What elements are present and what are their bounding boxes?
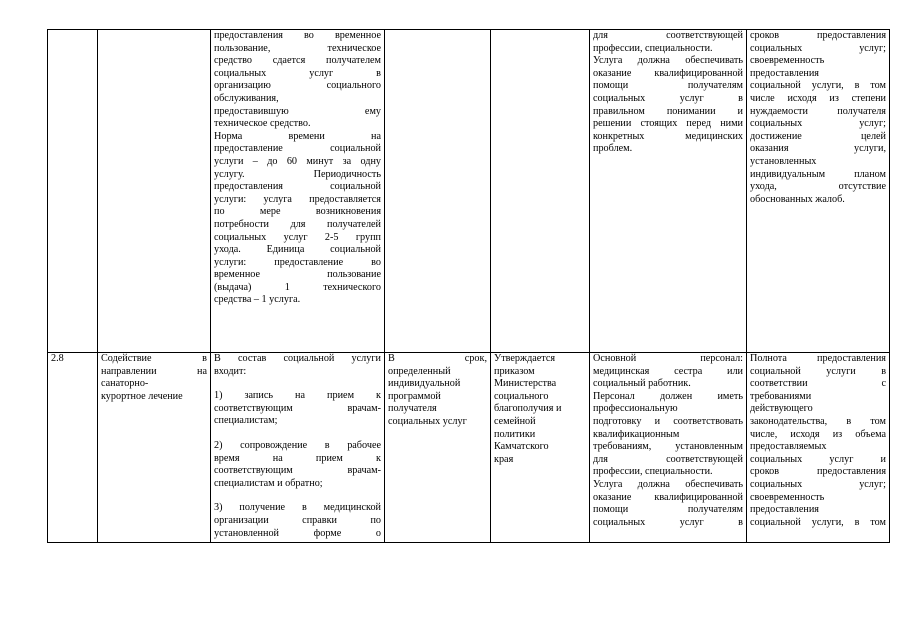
cell-cost — [491, 353, 590, 543]
table-row-continuation — [48, 30, 890, 353]
text-line: Содействие в — [101, 353, 207, 364]
text-line: 2) сопровождение в рабочее — [214, 439, 381, 451]
text-line: обслуживания, — [214, 92, 279, 104]
text-line: конкретных медицинских — [593, 130, 743, 142]
text-line: потребности для получателей — [214, 218, 381, 230]
text-line: социальных услуг; — [750, 478, 886, 490]
text-line: требованиям, установленным — [593, 441, 743, 453]
text-line: социальной услуги, в том — [750, 516, 886, 528]
text-line: своевременность — [750, 55, 825, 67]
text-line: благополучия и — [494, 403, 562, 415]
content-paragraph-4 — [214, 502, 381, 540]
content-paragraph-2 — [214, 390, 381, 428]
text-line: сроков предоставления — [750, 466, 886, 478]
text-line: Полнота предоставления — [750, 353, 886, 364]
text-line: предоставления социальной — [214, 181, 381, 193]
text-line: по мере возникновения — [214, 206, 381, 218]
text-line: предоставляемых — [750, 441, 827, 453]
text-line: временное пользование — [214, 269, 381, 281]
text-line: специалистам; — [214, 415, 278, 427]
text-line: социальных услуг; — [750, 118, 886, 130]
text-line: пользование, техническое — [214, 42, 381, 54]
text-line: социальных услуг в — [593, 92, 743, 104]
text-line: профессии, специальности. — [593, 466, 713, 478]
text-line: действующего — [750, 403, 813, 415]
text-line: решении стоящих перед ними — [593, 118, 743, 130]
text-line: программой — [388, 390, 441, 402]
text-line: социального — [494, 390, 549, 402]
text-line: социальных услуг; — [750, 42, 886, 54]
text-line: Утверждается — [494, 353, 556, 364]
text-line: оказание квалифицированной — [593, 491, 743, 503]
text-line: услугу. Периодичность — [214, 168, 381, 180]
cell-conditions — [590, 30, 747, 353]
text-line: социальной услуги, в том — [750, 80, 886, 92]
text-line: профессии, специальности. — [593, 42, 713, 54]
text-line: требованиями — [750, 390, 812, 402]
text-line: индивидуальным планом — [750, 168, 886, 180]
text-line: семейной — [494, 415, 536, 427]
cell-number — [48, 353, 98, 543]
text-line: медицинская сестра или — [593, 365, 743, 377]
text-line: направлении на — [101, 365, 207, 377]
text-line: соответствующим врачам- — [214, 465, 381, 477]
text-line: В состав социальной услуги — [214, 353, 381, 364]
text-line: для соответствующей — [593, 453, 743, 465]
text-line: предоставление социальной — [214, 143, 381, 155]
text-line: социальных услуг — [388, 415, 467, 427]
text-line: политики — [494, 428, 536, 440]
text-line: социальный работник. — [593, 378, 691, 390]
text-line: социальных услуг в — [593, 516, 743, 528]
text-line: социальных услуг 2-5 групп — [214, 231, 381, 243]
text-line: для соответствующей — [593, 30, 743, 41]
text-line: оказания услуги, — [750, 143, 886, 155]
cell-quality-indicators — [747, 30, 890, 353]
text-line: профессиональную — [593, 403, 678, 415]
cell-cost — [491, 30, 590, 353]
text-line: приказом — [494, 365, 535, 377]
text-line: нуждаемости получателя — [750, 105, 886, 117]
text-line: Персонал должен иметь — [593, 390, 743, 402]
text-line: обоснованных жалоб. — [750, 193, 845, 205]
text-line: установленной форме о — [214, 527, 381, 539]
text-line: Норма времени на — [214, 130, 381, 142]
text-line: предоставившую ему — [214, 105, 381, 117]
cell-service-content — [211, 30, 385, 353]
text-line: 1) запись на прием к — [214, 390, 381, 402]
text-line: установленных — [750, 155, 817, 167]
text-line: организации справки по — [214, 514, 381, 526]
text-line: средство сдается получателем — [214, 55, 381, 67]
content-paragraph-1 — [214, 353, 381, 378]
text-line: санаторно- — [101, 378, 149, 390]
text-line: помощи получателям — [593, 80, 743, 92]
text-line: Основной персонал: — [593, 353, 743, 364]
text-line: входит: — [214, 365, 247, 377]
text-line: подготовку и соответствовать — [593, 415, 743, 427]
text-line: организацию социального — [214, 80, 381, 92]
text-line: время на прием к — [214, 452, 381, 464]
cell-service-name — [98, 30, 211, 353]
text-line: предоставления — [750, 504, 819, 516]
text-line: социальных услуг в — [214, 67, 381, 79]
text-line: края — [494, 453, 514, 465]
text-line: соответствии с — [750, 378, 886, 390]
text-line: предоставления во временное — [214, 30, 381, 41]
text-line: услуги: предоставление во — [214, 256, 381, 268]
text-line: специалистам и обратно; — [214, 477, 323, 489]
text-line: правильном понимании и — [593, 105, 743, 117]
table-row-2-8 — [48, 353, 890, 543]
cell-term — [385, 353, 491, 543]
text-line: предоставления — [750, 67, 819, 79]
text-line: (выдача) 1 технического — [214, 281, 381, 293]
content-paragraph-3 — [214, 440, 381, 490]
text-line: числе, исходя из объема — [750, 428, 886, 440]
cell-conditions — [590, 353, 747, 543]
text-line: своевременность — [750, 491, 825, 503]
cell-service-content — [211, 353, 385, 543]
cell-quality-indicators — [747, 353, 890, 543]
text-line: оказание квалифицированной — [593, 67, 743, 79]
text-line: достижение целей — [750, 130, 886, 142]
text-line: соответствующим врачам- — [214, 402, 381, 414]
text-line: помощи получателям — [593, 504, 743, 516]
text-line: Услуга должна обеспечивать — [593, 55, 743, 67]
cell-service-name — [98, 353, 211, 543]
text-line: В срок, — [388, 353, 487, 364]
text-line: сроков предоставления — [750, 30, 886, 41]
text-line: курортное лечение — [101, 390, 183, 402]
text-line: квалификационным — [593, 428, 680, 440]
text-line: Услуга должна обеспечивать — [593, 478, 743, 490]
text-line: ухода, отсутствие — [750, 181, 886, 193]
text-line: социальных услуг и — [750, 453, 886, 465]
text-line: ухода. Единица социальной — [214, 244, 381, 256]
cell-number — [48, 30, 98, 353]
text-line: определенный — [388, 365, 451, 377]
text-line: 3) получение в медицинской — [214, 502, 381, 514]
text-line: техническое средство. — [214, 118, 311, 130]
row-number: 2.8 — [51, 353, 64, 364]
text-line: услуги: услуга предоставляется — [214, 193, 381, 205]
text-line: Камчатского — [494, 441, 549, 453]
services-table — [47, 29, 890, 543]
cell-term — [385, 30, 491, 353]
text-line: услуги – до 60 минут за одну — [214, 155, 381, 167]
text-line: законодательства, в том — [750, 415, 886, 427]
text-line: проблем. — [593, 143, 633, 155]
text-line: социальной услуги в — [750, 365, 886, 377]
text-line: числе исходя из степени — [750, 92, 886, 104]
text-line: индивидуальной — [388, 378, 461, 390]
text-line: получателя — [388, 403, 437, 415]
text-line: Министерства — [494, 378, 557, 390]
text-line: средства – 1 услуга. — [214, 294, 301, 306]
